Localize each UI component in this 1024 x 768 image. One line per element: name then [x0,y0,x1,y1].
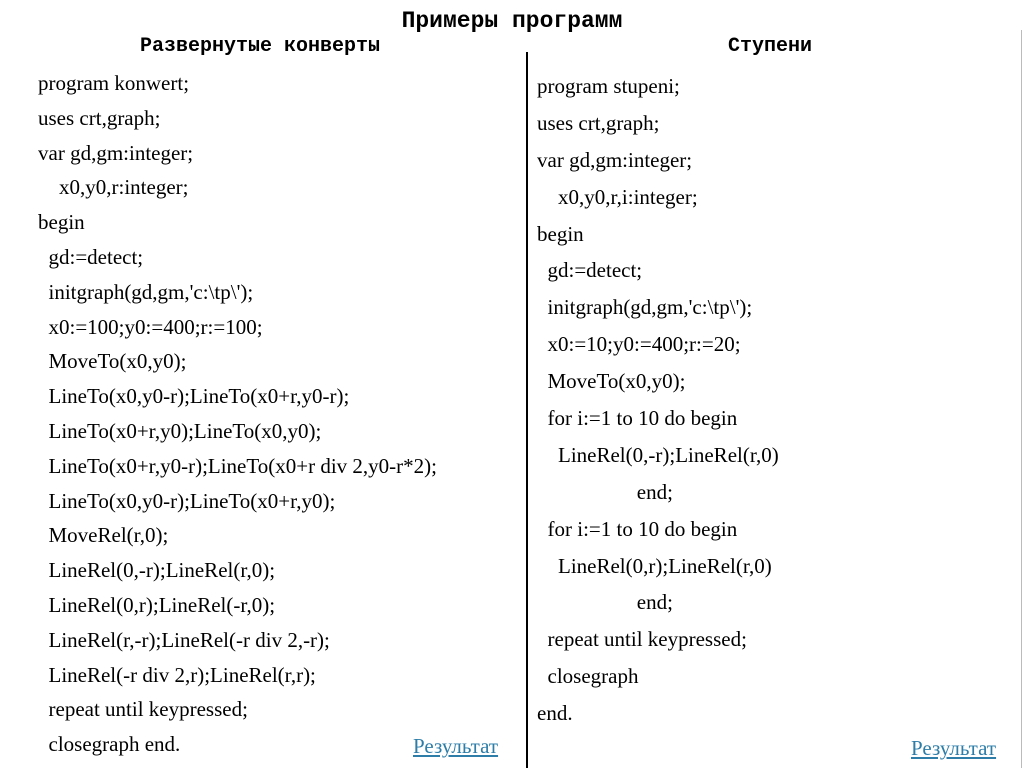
code-line: end; [537,479,673,504]
code-line: initgraph(gd,gm,'c:\tp\'); [38,279,254,304]
left-code-listing [38,66,437,762]
code-line: closegraph [537,664,639,689]
code-line: repeat until keypressed; [537,627,747,652]
code-line: uses crt,graph; [537,110,660,135]
code-line: repeat until keypressed; [38,697,248,722]
code-line: for i:=1 to 10 do begin [537,516,738,541]
code-line: begin [38,210,85,235]
code-line: closegraph end. [38,732,181,757]
right-edge-rule [1021,30,1022,768]
code-line: LineTo(x0+r,y0-r);LineTo(x0+r div 2,y0-r*2); [38,453,437,478]
code-line: MoveRel(r,0); [38,523,169,548]
page-title: Примеры программ [401,8,623,34]
code-line: LineTo(x0,y0-r);LineTo(x0+r,y0-r); [38,384,350,409]
code-line: gd:=detect; [537,258,643,283]
code-line: for i:=1 to 10 do begin [537,406,738,431]
code-line: begin [537,221,584,246]
code-line: x0,y0,r,i:integer; [537,184,698,209]
code-line: LineTo(x0+r,y0);LineTo(x0,y0); [38,418,322,443]
code-line: end. [537,701,573,726]
code-line: MoveTo(x0,y0); [537,369,686,394]
code-line: MoveTo(x0,y0); [38,349,187,374]
left-column-heading: Развернутые конверты [139,35,381,58]
right-column-heading: Ступени [727,35,812,58]
code-line: gd:=detect; [38,244,144,269]
code-line: x0:=10;y0:=400;r:=20; [537,332,741,357]
code-line: LineRel(r,-r);LineRel(-r div 2,-r); [38,627,330,652]
code-line: x0:=100;y0:=400;r:=100; [38,314,263,339]
code-line: program konwert; [38,71,190,95]
code-line: uses crt,graph; [38,105,161,130]
code-line: LineRel(0,r);LineRel(-r,0); [38,592,276,617]
left-result-link[interactable]: Результат [413,734,499,758]
code-line: x0,y0,r:integer; [38,175,189,200]
code-line: LineTo(x0,y0-r);LineTo(x0+r,y0); [38,488,336,513]
code-line: initgraph(gd,gm,'c:\tp\'); [537,295,753,320]
column-divider [526,52,528,768]
code-line: LineRel(0,r);LineRel(r,0) [537,553,772,578]
code-line: LineRel(0,-r);LineRel(r,0) [537,442,779,467]
right-result-link[interactable]: Результат [911,736,997,760]
code-line: LineRel(-r div 2,r);LineRel(r,r); [38,662,316,687]
code-line: var gd,gm:integer; [38,140,194,165]
code-line: program stupeni; [537,74,680,98]
right-code-listing [537,68,779,732]
code-line: end; [537,590,673,615]
code-line: LineRel(0,-r);LineRel(r,0); [38,558,276,583]
code-line: var gd,gm:integer; [537,147,693,172]
